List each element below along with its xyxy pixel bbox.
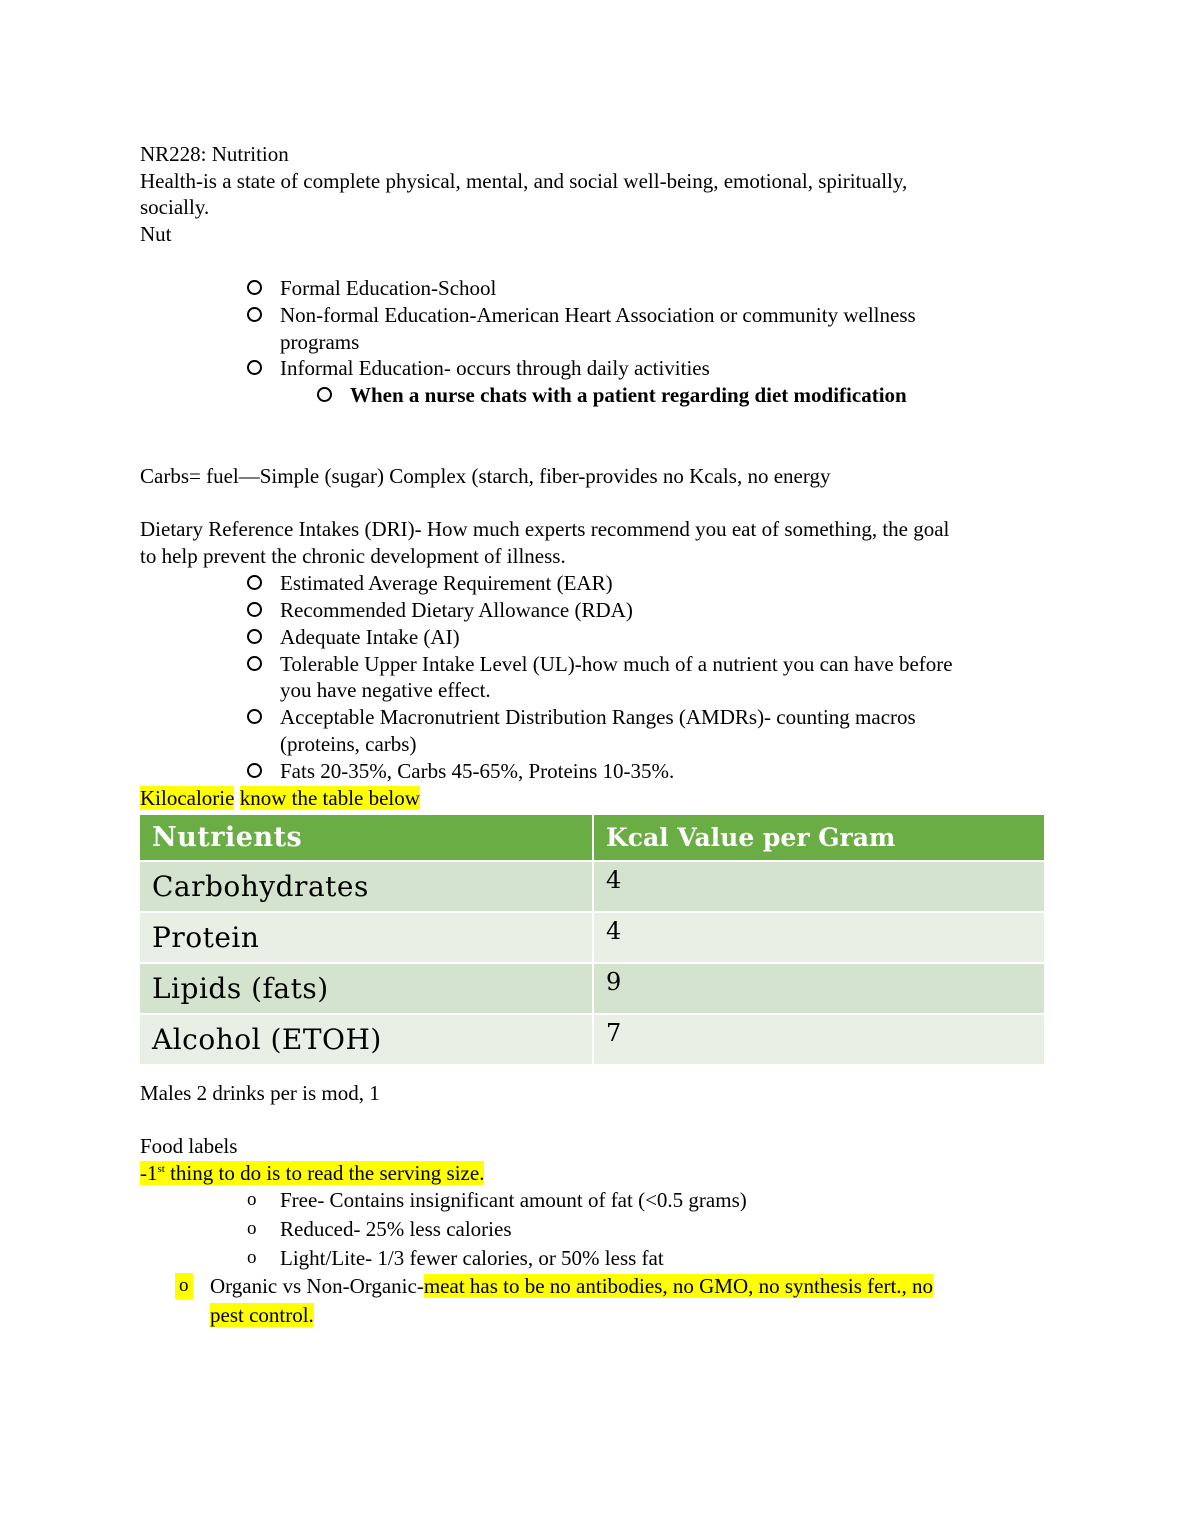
dri-item-amdr-line2: (proteins, carbs) [280, 732, 417, 756]
table-cell-nutrient: Carbohydrates [140, 861, 593, 912]
circle-bullet-icon [247, 656, 262, 671]
education-subitem-nurse: When a nurse chats with a patient regarding diet modification [350, 383, 907, 407]
table-header-kcal: Kcal Value per Gram [593, 815, 1045, 861]
circle-bullet-icon [247, 280, 262, 295]
table-row [140, 963, 1045, 1014]
dri-item-ai: Adequate Intake (AI) [280, 625, 460, 649]
table-cell-nutrient: Alcohol (ETOH) [140, 1014, 593, 1065]
label-item-free: Free- Contains insignificant amount of fat (<0.5 grams) [280, 1188, 747, 1212]
dri-item-ul-line1: Tolerable Upper Intake Level (UL)-how much of a nutrient you can have before [280, 652, 953, 676]
education-item-informal: Informal Education- occurs through daily activities [280, 356, 710, 380]
organic-line2 [210, 1302, 314, 1328]
table-cell-kcal: 4 [593, 861, 1045, 912]
table-header-row [140, 815, 1045, 861]
table-header-nutrients: Nutrients [140, 815, 593, 861]
education-item-nonformal-line2: programs [280, 330, 360, 354]
first-thing-pre: -1 [140, 1161, 158, 1185]
organic-highlight-line1: meat has to be no antibodies, no GMO, no synthesis fert., no [423, 1274, 934, 1298]
education-item-nonformal-line1: Non-formal Education-American Heart Association or community wellness [280, 303, 916, 327]
o-bullet-icon: o [247, 1189, 257, 1210]
first-thing-highlight [140, 1161, 484, 1185]
dri-item-ranges: Fats 20-35%, Carbs 45-65%, Proteins 10-35%. [280, 759, 675, 783]
circle-bullet-icon [247, 709, 262, 724]
o-bullet-icon: o [247, 1218, 257, 1239]
kcal-table [140, 815, 1046, 1066]
first-thing-post: thing to do is to read the serving size. [164, 1161, 485, 1185]
dri-item-amdr-line1: Acceptable Macronutrient Distribution Ranges (AMDRs)- counting macros [280, 705, 916, 729]
circle-bullet-icon [247, 629, 262, 644]
table-cell-nutrient: Lipids (fats) [140, 963, 593, 1014]
dri-item-ear: Estimated Average Requirement (EAR) [280, 571, 613, 595]
health-definition-line2: socially. [140, 195, 210, 219]
food-labels-heading: Food labels [140, 1134, 238, 1158]
dri-line1: Dietary Reference Intakes (DRI)- How much experts recommend you eat of something, the goal [140, 517, 950, 541]
nut-text: Nut [140, 222, 172, 246]
circle-bullet-icon [317, 387, 332, 402]
table-row [140, 861, 1045, 912]
dri-line2: to help prevent the chronic development of illness. [140, 544, 566, 568]
o-bullet-highlight-icon: o [175, 1273, 193, 1299]
table-cell-kcal: 4 [593, 912, 1045, 963]
males-text: Males 2 drinks per is mod, 1 [140, 1081, 380, 1105]
circle-bullet-icon [247, 602, 262, 617]
circle-bullet-icon [247, 763, 262, 778]
table-cell-nutrient: Protein [140, 912, 593, 963]
education-item-formal: Formal Education-School [280, 276, 497, 300]
know-table-highlight: know the table below [239, 786, 420, 810]
first-thing-sup: st [157, 1163, 165, 1175]
kilocalorie-line [140, 785, 420, 811]
dri-item-ul-line2: you have negative effect. [280, 678, 491, 702]
circle-bullet-icon [247, 307, 262, 322]
o-bullet-icon: o [247, 1247, 257, 1268]
dri-item-rda: Recommended Dietary Allowance (RDA) [280, 598, 633, 622]
label-item-reduced: Reduced- 25% less calories [280, 1217, 512, 1241]
table-row [140, 1014, 1045, 1065]
health-definition-line1: Health-is a state of complete physical, mental, and social well-being, emotional, spiritually, [140, 169, 908, 193]
kilocalorie-highlight: Kilocalorie [140, 786, 235, 810]
first-thing-line [140, 1160, 484, 1186]
organic-line1 [210, 1273, 933, 1299]
table-cell-kcal: 9 [593, 963, 1045, 1014]
doc-title: NR228: Nutrition [140, 142, 289, 166]
circle-bullet-icon [247, 575, 262, 590]
carbs-text: Carbs= fuel—Simple (sugar) Complex (starch, fiber-provides no Kcals, no energy [140, 464, 831, 488]
table-cell-kcal: 7 [593, 1014, 1045, 1065]
circle-bullet-icon [247, 360, 262, 375]
organic-prefix: Organic vs Non-Organic- [210, 1274, 424, 1298]
table-row [140, 912, 1045, 963]
label-item-light: Light/Lite- 1/3 fewer calories, or 50% less fat [280, 1246, 664, 1270]
organic-highlight-line2: pest control. [210, 1303, 314, 1327]
